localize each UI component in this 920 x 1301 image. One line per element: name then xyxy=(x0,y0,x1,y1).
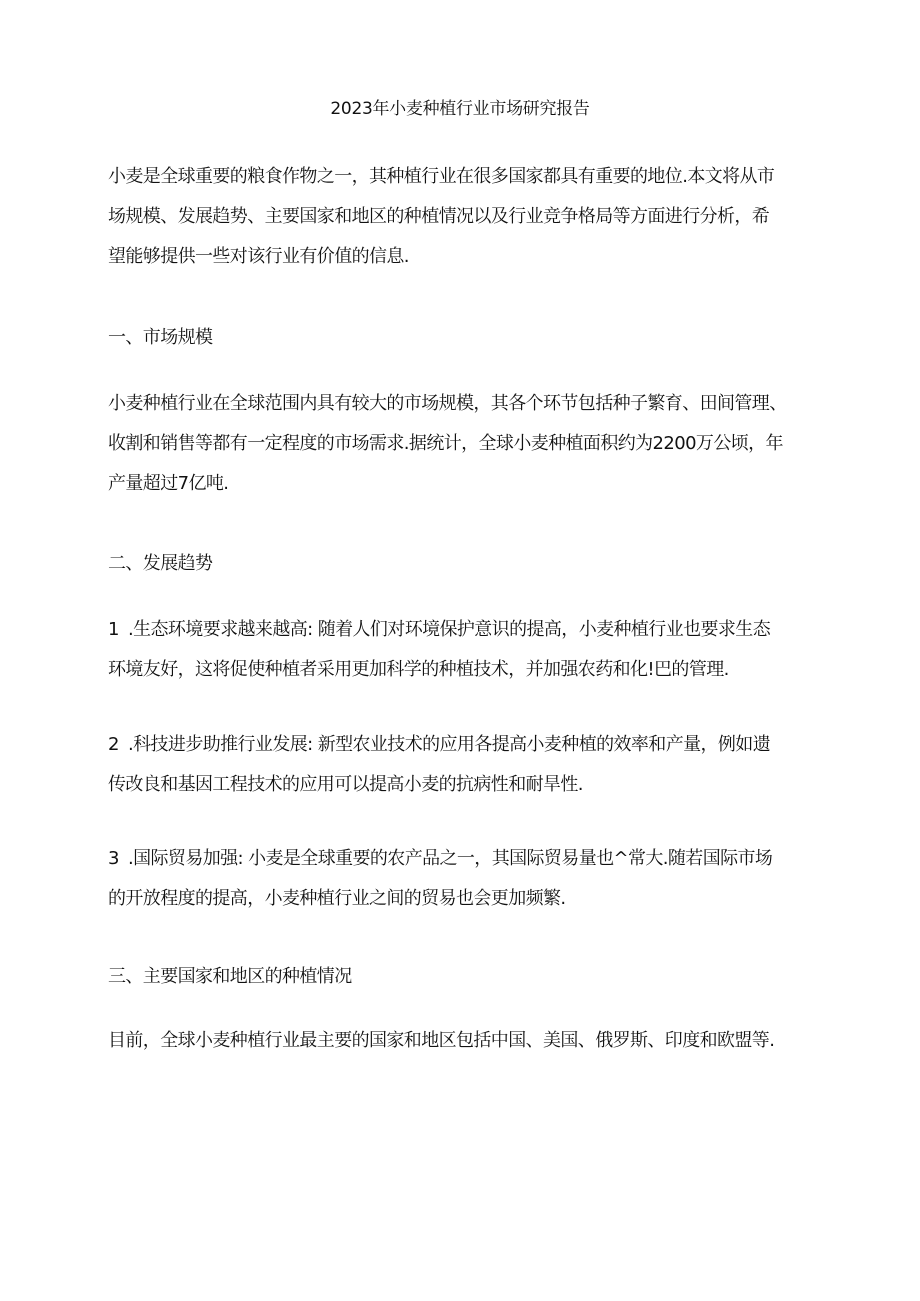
trend-item-number: 1 xyxy=(108,619,119,640)
section3-heading: 三、主要国家和地区的种植情况 xyxy=(108,966,352,987)
document-title: 2023年小麦种植行业市场研究报告 xyxy=(330,99,590,119)
section1-line: 产量超过7亿吨. xyxy=(108,473,229,494)
section1-line: 小麦种植行业在全球范围内具有较大的市场规模，其各个环节包括种子繁育、田间管理、 xyxy=(108,393,787,414)
section2-heading: 二、发展趋势 xyxy=(108,553,213,574)
section1-line: 收割和销售等都有一定程度的市场需求.据统计，全球小麦种植面积约为2200万公顷，年 xyxy=(108,433,783,454)
trend-item-number: 3 xyxy=(108,848,119,869)
intro-line: 场规模、发展趋势、主要国家和地区的种植情况以及行业竞争格局等方面进行分析，希 xyxy=(108,206,770,227)
trend-item-line xyxy=(108,610,820,650)
intro-line: 望能够提供一些对该行业有价值的信息. xyxy=(108,246,409,267)
intro-paragraph xyxy=(108,157,820,277)
section3-line: 目前，全球小麦种植行业最主要的国家和地区包括中国、美国、俄罗斯、印度和欧盟等. xyxy=(108,1030,775,1051)
trend-item-line xyxy=(108,725,820,765)
trend-item-text: .生态环境要求越来越高: 随着人们对环境保护意识的提高，小麦种植行业也要求生态 xyxy=(128,619,771,640)
trend-item-number: 2 xyxy=(108,734,119,755)
trend-item-line: 传改良和基因工程技术的应用可以提高小麦的抗病性和耐旱性. xyxy=(108,774,583,795)
trend-item-1 xyxy=(108,610,820,690)
section3-paragraph xyxy=(108,1021,820,1061)
trend-item-text: .科技进步助推行业发展: 新型农业技术的应用各提高小麦种植的效率和产量，例如遗 xyxy=(128,734,771,755)
intro-line: 小麦是全球重要的粮食作物之一，其种植行业在很多国家都具有重要的地位.本文将从市 xyxy=(108,166,775,187)
trend-item-2 xyxy=(108,725,820,805)
section1-heading: 一、市场规模 xyxy=(108,327,213,348)
trend-item-text: .国际贸易加强: 小麦是全球重要的农产品之一，其国际贸易量也^常大.随若国际市场 xyxy=(128,848,773,869)
trend-item-line xyxy=(108,839,820,879)
section1-paragraph xyxy=(108,384,820,504)
trend-item-3 xyxy=(108,839,820,919)
trend-item-line: 的开放程度的提高，小麦种植行业之间的贸易也会更加频繁. xyxy=(108,888,566,909)
trend-item-line: 环境友好，这将促使种植者采用更加科学的种植技术，并加强农药和化!巴的管理. xyxy=(108,659,729,680)
